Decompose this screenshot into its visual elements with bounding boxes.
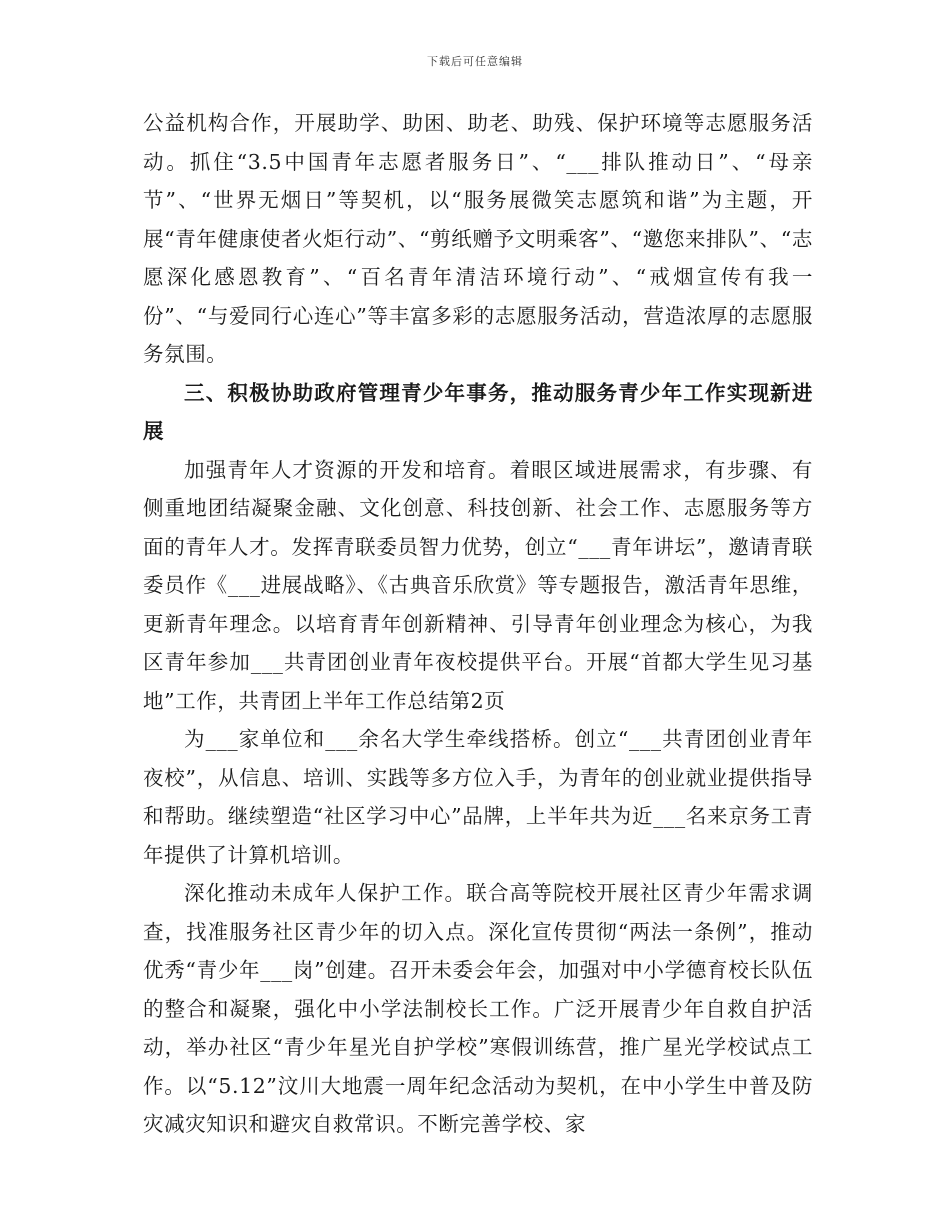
paragraph-minor-protection: 深化推动未成年人保护工作。联合高等院校开展社区青少年需求调查，找准服务社区青少年的切入点。深化宣传贯彻“两法一条例”，推动优秀“青少年___岗”创建。召开未委会年会，加强对中小学德育校长队伍的整合和凝聚，强化中小学法制校长工作。广泛开展青少年自救自护活动，举办社区“青少年星光自护学校”寒假训练营，推广星光学校试点工作。以“5.12”汶川大地震一周年纪念活动为契机，在中小学生中普及防灾减灾知识和避灾自救常识。不断完善学校、家: [143, 881, 813, 1136]
paragraph-talent-development: 加强青年人才资源的开发和培育。着眼区域进展需求，有步骤、有侧重地团结凝聚金融、文化创意、科技创新、社会工作、志愿服务等方面的青年人才。发挥青联委员智力优势，创立“___青年讲坛”，邀请青联委员作《___进展战略》、《古典音乐欣赏》等专题报告，激活青年思维，更新青年理念。以培育青年创新精神、引导青年创业理念为核心，为我区青年参加___共青团创业青年夜校提供平台。开展“首都大学生见习基地”工作，共青团上半年工作总结第2页: [143, 457, 813, 713]
paragraph-volunteer-activities: 公益机构合作，开展助学、助困、助老、助残、保护环境等志愿服务活动。抓住“3.5中国青年志愿者服务日”、“___排队推动日”、“母亲节”、“世界无烟日”等契机，以“服务展微笑志愿筑和谐”为主题，开展“青年健康使者火炬行动”、“剪纸赠予文明乘客”、“邀您来排队”、“志愿深化感恩教育”、“百名青年清洁环境行动”、“戒烟宣传有我一份”、“与爱同行心连心”等丰富多彩的志愿服务活动，营造浓厚的志愿服务氛围。: [143, 111, 813, 366]
page-header: 下载后可任意编辑: [427, 55, 523, 68]
paragraph-student-matching: 为___家单位和___余名大学生牵线搭桥。创立“___共青团创业青年夜校”，从信息、培训、实践等多方位入手，为青年的创业就业提供指导和帮助。继续塑造“社区学习中心”品牌，上半年共为近___名来京务工青年提供了计算机培训。: [143, 727, 813, 867]
section-heading-three: 三、积极协助政府管理青少年事务，推动服务青少年工作实现新进展: [143, 380, 813, 443]
document-body: [143, 104, 813, 1144]
